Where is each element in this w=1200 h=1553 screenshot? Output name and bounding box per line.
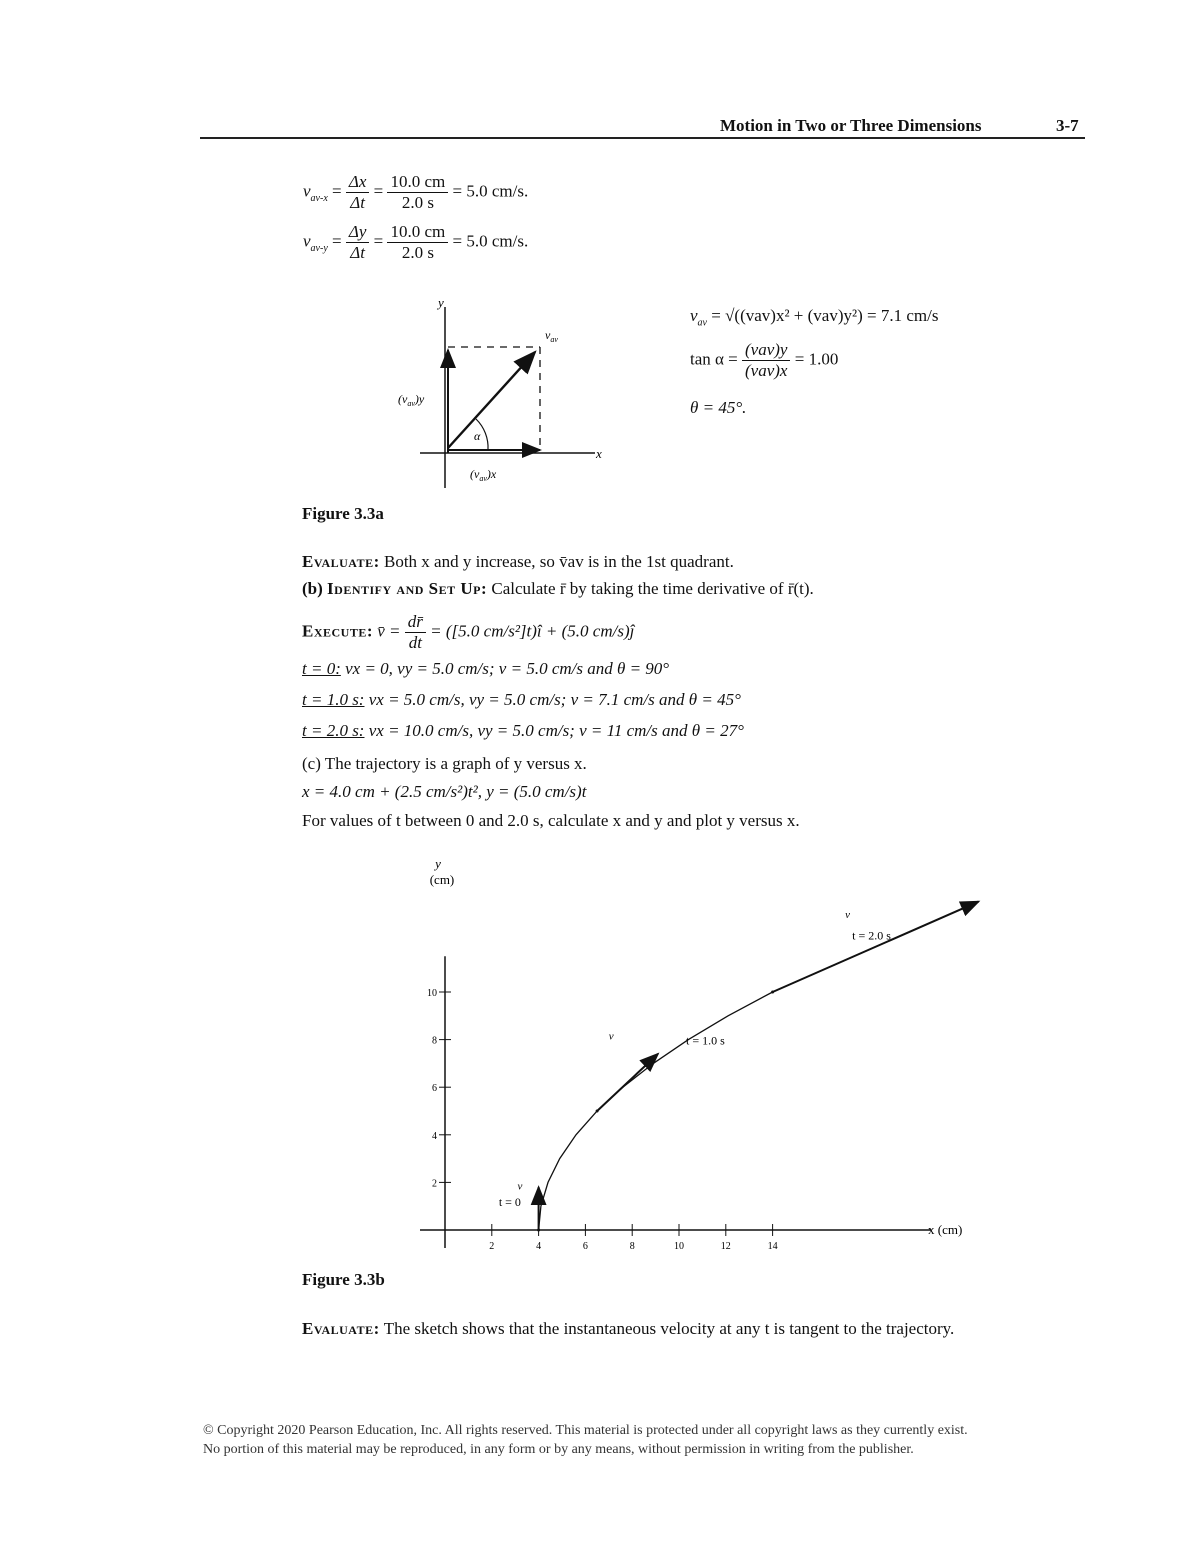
execute-line: Execute: v̄ = $\frac{dr̄}{dt}$ = ([5.0 cm/s²]t)î + (5.0 cm/s)ĵ	[302, 612, 635, 652]
running-header-title: Motion in Two or Three Dimensions	[720, 116, 982, 135]
y-axis-label: y	[438, 295, 444, 310]
y-tick-label: 8	[432, 1035, 437, 1047]
trajectory-point	[771, 991, 774, 994]
evaluate-line-2: Evaluate: The sketch shows that the instantaneous velocity at any t is tangent to the trajectory.	[302, 1319, 955, 1338]
x-axis-label: x	[596, 446, 602, 461]
velocity-arrow	[597, 1054, 658, 1111]
row-t1: t = 1.0 s: vx = 5.0 cm/s, vy = 5.0 cm/s; v = 7.1 cm/s and θ = 45°	[302, 690, 741, 709]
part-c-line-1: (c) The trajectory is a graph of y versus x.	[302, 754, 587, 773]
vx-label: $(v_{av})x$	[470, 467, 497, 483]
figure-3-3a-caption: Figure 3.3a	[302, 504, 384, 523]
evaluate-line-1: Evaluate: Both x and y increase, so v̄av is in the 1st quadrant.	[302, 552, 734, 571]
trajectory-point	[596, 1110, 599, 1113]
theta-result: θ = 45°.	[690, 398, 747, 417]
vav-label: $v_{av}$	[545, 328, 558, 344]
part-c-line-3: For values of t between 0 and 2.0 s, calculate x and y and plot y versus x.	[302, 811, 800, 830]
velocity-label: v	[845, 909, 851, 922]
x-tick-label: 2	[489, 1241, 495, 1252]
figure-3-3a-diagram	[380, 295, 620, 495]
alpha-label: α	[474, 429, 481, 443]
tan-alpha-equation: tan α = $\frac{\text{(vav)y}}{\text{(vav)x}}$ = 1.00	[690, 340, 839, 380]
x-tick-label: 6	[582, 1241, 588, 1252]
velocity-arrow	[773, 902, 979, 992]
trajectory-point	[537, 1229, 540, 1232]
time-label: t = 0	[498, 1195, 521, 1210]
row-t0: t = 0: vx = 0, vy = 5.0 cm/s; v = 5.0 cm/s and θ = 90°	[302, 659, 670, 678]
y-tick-label: 6	[432, 1083, 437, 1095]
vav-magnitude-equation: $v_{av} = √((vav)x^2 + (vav)y^2) = 7.1$ cm/s	[690, 306, 939, 329]
equation-vav-x: $v_{av-x}$ = $\frac{\Delta x}{\Delta t}$ = $\frac{10.0 cm}{2.0 s}$ = 5.0 cm/s.	[303, 172, 529, 212]
time-label: t = 2.0 s	[852, 928, 891, 943]
footer-copyright-line-1: © Copyright 2020 Pearson Education, Inc. All rights reserved. This material is protected under all copyright laws as they currently exist.	[203, 1423, 968, 1438]
y-tick-label: 4	[432, 1130, 437, 1142]
x-axis-label: x (cm)	[928, 1222, 963, 1237]
velocity-label: v	[608, 1030, 614, 1043]
y-axis-label-unit: (cm)	[429, 872, 455, 887]
y-tick-label: 10	[427, 988, 437, 999]
x-tick-label: 10	[674, 1241, 684, 1252]
page-number: 3-7	[1056, 116, 1079, 135]
x-tick-label: 4	[536, 1241, 542, 1252]
figure-3-3b-caption: Figure 3.3b	[302, 1270, 385, 1289]
y-tick-label: 2	[432, 1178, 437, 1190]
trajectory-line	[539, 992, 773, 1230]
row-t2: t = 2.0 s: vx = 10.0 cm/s, vy = 5.0 cm/s; v = 11 cm/s and θ = 27°	[302, 721, 744, 740]
velocity-label: v	[517, 1180, 523, 1193]
vy-label: $(v_{av})y$	[398, 392, 425, 408]
figure-3-3b-chart	[400, 850, 1000, 1260]
x-tick-label: 14	[767, 1241, 778, 1252]
vav-arrow	[448, 352, 535, 448]
y-axis-label-y: y	[435, 856, 441, 871]
footer-copyright-line-2: No portion of this material may be reproduced, in any form or by any means, without permission in writing from the publisher.	[203, 1442, 914, 1457]
part-c-line-2: x = 4.0 cm + (2.5 cm/s²)t², y = (5.0 cm/s)t	[302, 782, 587, 801]
time-label: t = 1.0 s	[686, 1033, 725, 1048]
x-tick-label: 8	[629, 1241, 635, 1252]
x-tick-label: 12	[720, 1241, 731, 1252]
identify-line-b: (b) Identify and Set Up: Calculate r̄ by taking the time derivative of r̄(t).	[302, 579, 814, 598]
equation-vav-y: $v_{av-y}$ = $\frac{\Delta y}{\Delta t}$ = $\frac{10.0 cm}{2.0 s}$ = 5.0 cm/s.	[303, 222, 529, 262]
header-rule	[200, 137, 1085, 139]
